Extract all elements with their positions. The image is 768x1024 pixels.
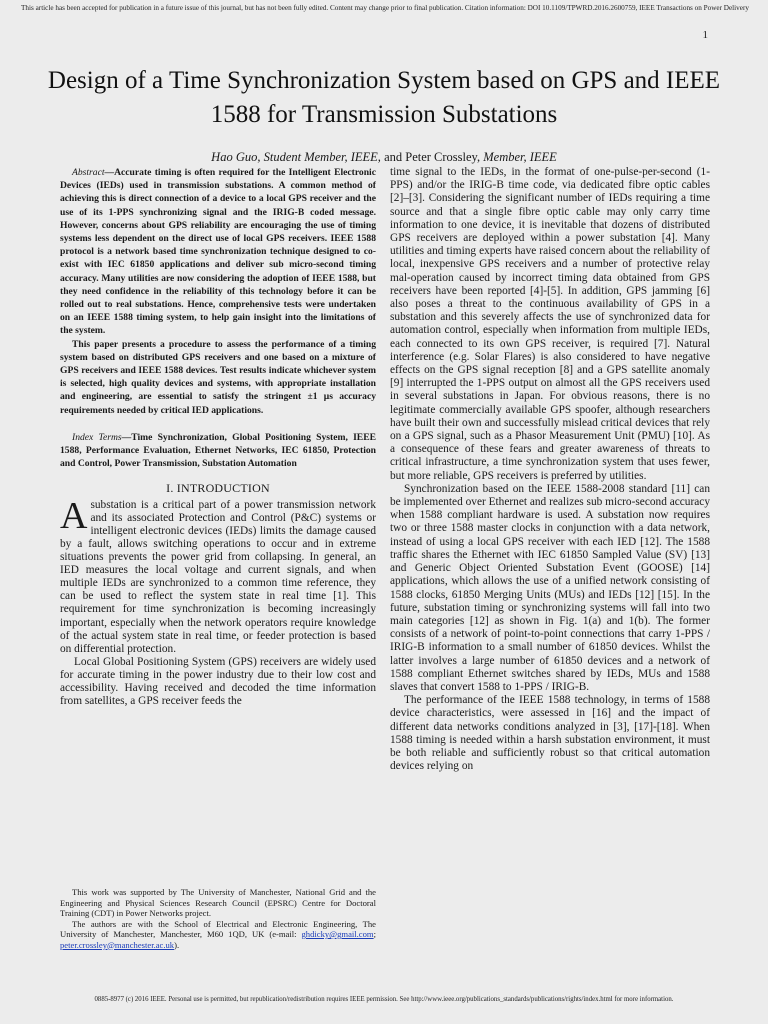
- journal-notice: This article has been accepted for publication in a future issue of this journal, but has not been fully edited. Content may change prior to final publication. Citation information: DOI 10.1109/TPWRD.2016.2600759, IEEE Transactions on Power Delivery: [21, 4, 749, 12]
- page-number: 1: [702, 29, 708, 41]
- author-connector: and Peter Crossley,: [380, 150, 484, 164]
- author-hao-guo: Hao Guo, Student Member, IEEE,: [211, 150, 381, 164]
- introduction-body: [60, 494, 376, 709]
- intro-paragraph-2: Local Global Positioning System (GPS) receivers are widely used for accurate timing in the power industry due to their low cost and accessibility. Having received and decoded the time information from satellites, a GPS receiver feeds the: [60, 655, 376, 708]
- right-paragraph-2: Synchronization based on the IEEE 1588-2008 standard [11] can be implemented over Ethernet and realizes sub micro-second accuracy when 1588 compliant hardware is used. A substation now requires two or three 1588 master clocks in conjunction with a data network, instead of using a local GPS receiver with each IED [12]. The 1588 traffic shares the Ethernet with IEC 61850 Sampled Value (SV) [13] and Generic Object Oriented Substation Event (GOOSE) [14] applications, which allows the use of a unified network consisting of 1588 clocks, 61850 Merging Units (MUs) and IEDs [12] [15]. In the future, substation timing or synchronizing systems will fall into two main categories [12] as shown in Fig. 1(a) and 1(b). The former consists of a network of point-to-point connections that carry 1-PPS / IRIG-B information to a small number of 61850 devices. Whilst the latter involves a large number of 61850 devices and a network of 1588 compliant Ethernet switches shared by IEDs, MUs and 1588 slaves that convert 1588 to 1-PPS / IRIG-B.: [390, 482, 711, 693]
- footnote: [60, 887, 376, 950]
- left-column: [60, 166, 376, 708]
- index-terms-text: —Time Synchronization, Global Positioning System, IEEE 1588, Performance Evaluation, Ethernet Networks, IEC 61850, Protection and Control, Power Transmission, Substation Automation: [60, 431, 377, 470]
- email-link-guo[interactable]: ghdicky@gmail.com: [301, 929, 374, 939]
- abstract-paragraph-1: —Accurate timing is often required for the Intelligent Electronic Devices (IEDs) used in transmission substations. A common method of achieving this is direct connection of a device to a local GPS receiver and the use of its 1-PPS synchronizing signal and the IRIG-B coded message. However, concerns about GPS reliability are encouraging the use of timing systems less dependent on the direct use of local GPS receivers. IEEE 1588 protocol is a network based time synchronization technique designed to co-exist with IEC 61850 applications and deliver sub micro-second timing accuracy. Many utilities are now considering the adoption of IEEE 1588, but they need confidence in the reliability of this technology before it can be rolled out to real substations. Hence, comprehensive tests were undertaken on an IEEE 1588 timing system, to help gain insight into the limitations of the system.: [60, 167, 376, 337]
- intro-paragraph-1: substation is a critical part of a power transmission network and its associated Protection and Control (P&C) systems or intelligent electronic devices (IEDs) limits the damage caused by a fault, allows switching operations to occur and in extreme situations prevents the power grid from collapsing. In general, an IED measures the local voltage and current signals, and when multiple IEDs are synchronized to a common time reference, they can be used to reflect the system state in real time [1]. This requirement for time synchronization is becoming increasingly important, especially when the network operators require knowledge of the actual system state in real time, or feeder protection is based on differential protection.: [60, 498, 376, 655]
- footnote-separator: ;: [373, 929, 376, 939]
- email-link-crossley[interactable]: peter.crossley@manchester.ac.uk: [60, 939, 175, 950]
- author-line: [30, 150, 738, 165]
- footnote-funding: This work was supported by The University of Manchester, National Grid and the Engineering and Physical Sciences Research Council (EPSRC) Centre for Doctoral Training (CDT) in Power Networks project.: [60, 887, 376, 918]
- index-terms-label: Index Terms: [72, 431, 122, 443]
- author-membership: Member, IEEE: [483, 150, 557, 164]
- abstract-paragraph-2: This paper presents a procedure to assess the performance of a timing system based on distributed GPS receivers and one based on a mixture of GPS receivers and IEEE 1588 devices. Test results indicate whichever system is selected, high quality devices and systems, with appropriate installation and engineering, are essential to satisfy the stringent ±1 μs accuracy requirements needed by critical IED applications.: [60, 338, 376, 416]
- right-column: [390, 166, 710, 773]
- copyright-notice: 0885-8977 (c) 2016 IEEE. Personal use is permitted, but republication/redistribution requires IEEE permission. See http://www.ieee.org/publications_standards/publications/rights/index.html for more information.: [94, 996, 674, 1003]
- right-paragraph-3: The performance of the IEEE 1588 technology, in terms of 1588 device characteristics, were assessed in [16] and the impact of different data networks conditions analyzed in [3], [17]-[18]. When 1588 timing is needed within a harsh substation environment, it must be both reliable and sufficiently robust so that critical automation devices relying on: [390, 694, 710, 773]
- right-paragraph-1: time signal to the IEDs, in the format of one-pulse-per-second (1-PPS) and/or the IRIG-B time code, via dedicated fibre optic cables [2]–[3]. Considering the significant number of IEDs requiring a time source and that a single fibre optic cable may only carry time information to one device, it is inevitable that dozens of distributed GPS receivers are deployed within a power substation [4]. Many utilities and timing experts have raised concern about the reliability of local, inexpensive GPS receivers and a number of protective relay mal-operation caused by incorrect timing data obtained from GPS receivers have been reported [4]-[5]. In addition, GPS jamming [6] also poses a threat to the continuous availability of GPS in a substation and this severely affects the use of synchronized data for automation control, especially when information from multiple IEDs, each connected to its own GPS receiver, is required [7]. Natural interference (e.g. Solar Flares) is also considered to have negative effects on the GPS signal reception [8] and a GPS satellite anomaly [9] interrupted the 1-PPS output on almost all the GPS receivers used in several substations in Japan. For obvious reasons, there is no legitimate commercially available GPS spoofer, although researchers have built their own and successfully mislead critical devices that rely on a GPS signal, such as a Phasor Measurement Unit (PMU) [10]. As a consequence of these fears and greater awareness of threats to critical infrastructure, a time synchronization system that uses fewer, but more reliable, GPS receivers is preferred by utilities.: [390, 166, 710, 482]
- abstract-label: Abstract: [72, 167, 105, 178]
- drop-cap: A: [60, 494, 88, 537]
- section-heading-introduction: I. INTRODUCTION: [166, 481, 270, 496]
- paper-title: Design of a Time Synchronization System based on GPS and IEEE 1588 for Transmission Substations: [47, 67, 721, 128]
- footnote-end: ).: [174, 939, 180, 950]
- abstract: [60, 166, 376, 417]
- index-terms: [60, 431, 376, 471]
- footnote-affiliation: The authors are with the School of Electrical and Electronic Engineering, The University of Manchester, Manchester, M60 1QD, UK (e-mail:: [60, 918, 376, 939]
